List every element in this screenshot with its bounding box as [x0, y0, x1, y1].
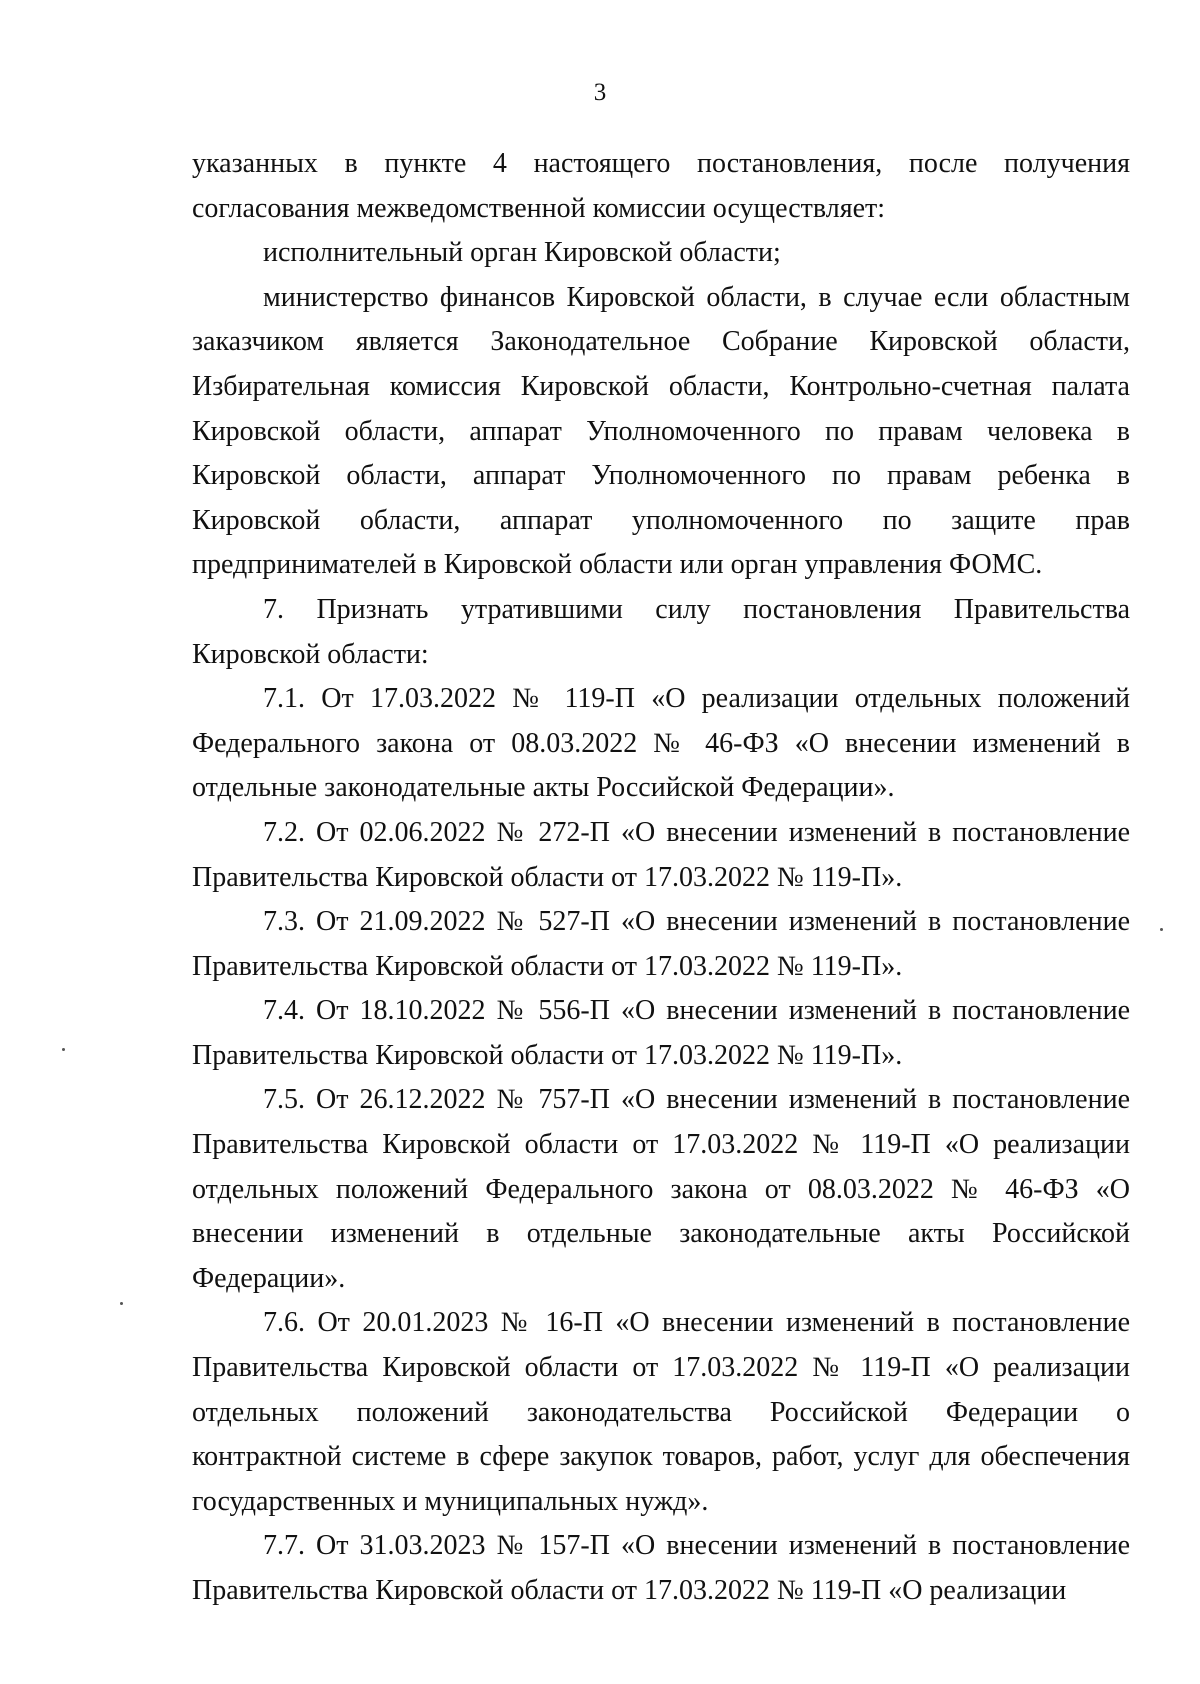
paragraph-item-7-6: 7.6. От 20.01.2023 № 16-П «О внесении изменений в постановление Правительства Кировской области от 17.03.2022 № 119-П «О реализации отдельных положений законодательства Российской Федерации о контрактной системе в сфере закупок товаров, работ, услуг для обеспечения государственных и муниципальных нужд».	[192, 1307, 1130, 1517]
paragraph-item-7-4: 7.4. От 18.10.2022 № 556-П «О внесении изменений в постановление Правительства Кировской области от 17.03.2022 № 119-П».	[192, 995, 1130, 1071]
paragraph-item-7-1: 7.1. От 17.03.2022 № 119-П «О реализации отдельных положений Федерального закона от 08.03.2022 № 46-ФЗ «О внесении изменений в отдельные законодательные акты Российской Федерации».	[192, 683, 1130, 804]
scan-speck	[1160, 928, 1163, 931]
paragraph-continuation: указанных в пункте 4 настоящего постановления, после получения согласования межведомственной комиссии осуществляет:	[192, 148, 1130, 224]
paragraph-item-7: 7. Признать утратившими силу постановления Правительства Кировской области:	[192, 593, 1130, 670]
paragraph-item-7-3: 7.3. От 21.09.2022 № 527-П «О внесении изменений в постановление Правительства Кировской области от 17.03.2022 № 119-П».	[192, 906, 1130, 982]
paragraph-ministry-of-finance: министерство финансов Кировской области, в случае если областным заказчиком является Законодательное Собрание Кировской области, Избирательная комиссия Кировской области, Контрольно-счетная палата Кировской области, аппарат Уполномоченного по правам человека в Кировской области, аппарат Уполномоченного по правам ребенка в Кировской области, аппарат уполномоченного по защите прав предпринимателей в Кировской области или орган управления ФОМС.	[192, 281, 1130, 581]
paragraph-item-7-2: 7.2. От 02.06.2022 № 272-П «О внесении изменений в постановление Правительства Кировской области от 17.03.2022 № 119-П».	[192, 816, 1130, 893]
scan-speck	[120, 1302, 123, 1305]
paragraph-item-7-7: 7.7. От 31.03.2023 № 157-П «О внесении изменений в постановление Правительства Кировской области от 17.03.2022 № 119-П «О реализации	[192, 1530, 1130, 1606]
document-body	[192, 142, 1130, 1614]
scan-speck	[62, 1048, 65, 1051]
paragraph-item-7-5: 7.5. От 26.12.2022 № 757-П «О внесении изменений в постановление Правительства Кировской области от 17.03.2022 № 119-П «О реализации отдельных положений Федерального закона от 08.03.2022 № 46-ФЗ «О внесении изменений в отдельные законодательные акты Российской Федерации».	[192, 1084, 1130, 1294]
page-number: 3	[593, 79, 607, 106]
paragraph-executive-body: исполнительный орган Кировской области;	[263, 237, 781, 269]
